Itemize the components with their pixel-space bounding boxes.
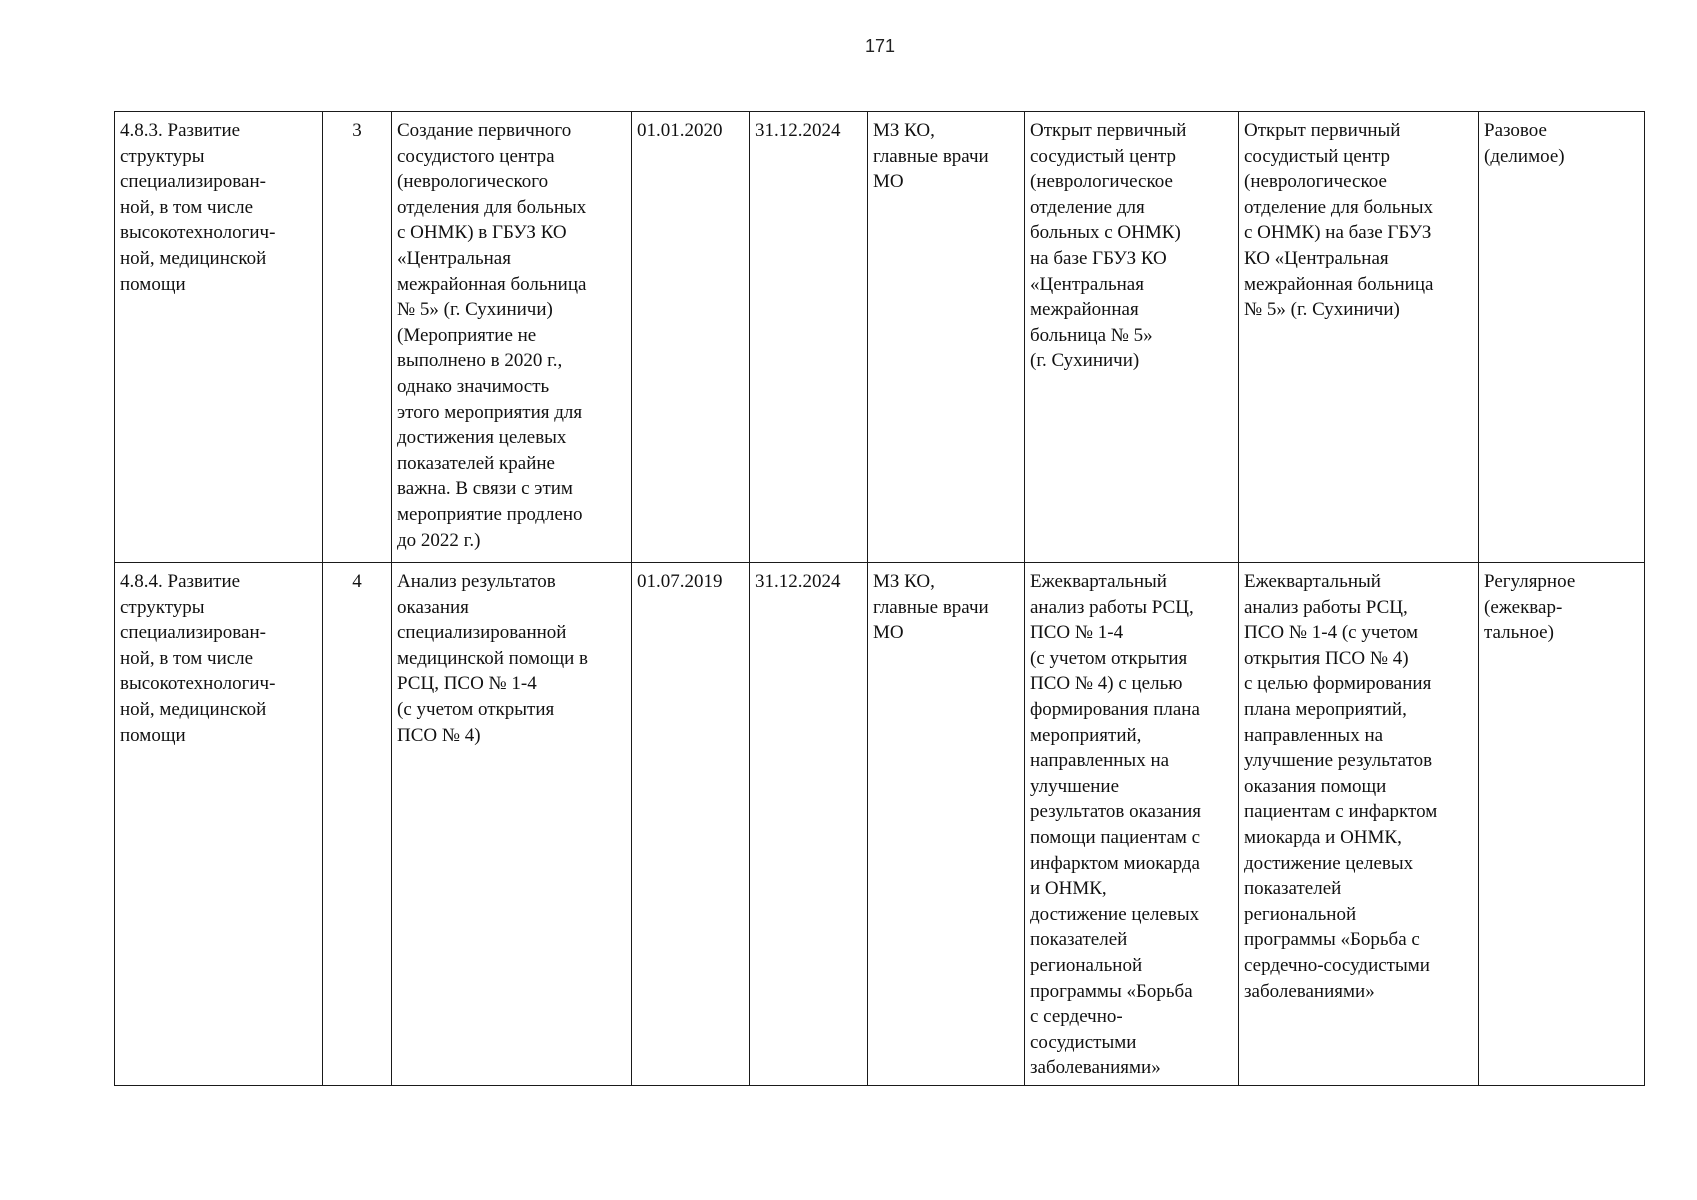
type-cell: Разовое (делимое): [1479, 112, 1645, 563]
result-cell: Открыт первичный сосудистый центр (неврологическое отделение для больных с ОНМК) на базе ГБУЗ КО «Центральная межрайонная больница № 5» (г. Сухиничи): [1025, 112, 1239, 563]
activity-cell: Анализ результатов оказания специализированной медицинской помощи в РСЦ, ПСО № 1-4 (с учетом открытия ПСО № 4): [392, 563, 632, 1086]
start-date-cell: 01.07.2019: [632, 563, 750, 1086]
type-cell: Регулярное (ежеквар- тальное): [1479, 563, 1645, 1086]
indicator-cell: Ежеквартальный анализ работы РСЦ, ПСО № 1-4 (с учетом открытия ПСО № 4) с целью формирования плана мероприятий, направленных на улучшение результатов оказания помощи пациентам с инфарктом миокарда и ОНМК, достижение целевых показателей региональной программы «Борьба с сердечно-сосудистыми заболеваниями»: [1239, 563, 1479, 1086]
result-cell: Ежеквартальный анализ работы РСЦ, ПСО № 1-4 (с учетом открытия ПСО № 4) с целью формирования плана мероприятий, направленных на улучшение результатов оказания помощи пациентам с инфарктом миокарда и ОНМК, достижение целевых показателей региональной программы «Борьба с сердечно- сосудистыми заболеваниями»: [1025, 563, 1239, 1086]
start-date-cell: 01.01.2020: [632, 112, 750, 563]
activity-table: [114, 111, 1645, 1086]
number-cell: 4: [323, 563, 392, 1086]
responsible-cell: МЗ КО, главные врачи МО: [868, 112, 1025, 563]
section-cell: 4.8.3. Развитие структуры специализирован- ной, в том числе высокотехнологич- ной, медицинской помощи: [115, 112, 323, 563]
table-row: [115, 563, 1645, 1086]
number-cell: 3: [323, 112, 392, 563]
end-date-cell: 31.12.2024: [750, 563, 868, 1086]
responsible-cell: МЗ КО, главные врачи МО: [868, 563, 1025, 1086]
activity-cell: Создание первичного сосудистого центра (неврологического отделения для больных с ОНМК) в ГБУЗ КО «Центральная межрайонная больница № 5» (г. Сухиничи) (Мероприятие не выполнено в 2020 г., однако значимость этого мероприятия для достижения целевых показателей крайне важна. В связи с этим мероприятие продлено до 2022 г.): [392, 112, 632, 563]
end-date-cell: 31.12.2024: [750, 112, 868, 563]
section-cell: 4.8.4. Развитие структуры специализирован- ной, в том числе высокотехнологич- ной, медицинской помощи: [115, 563, 323, 1086]
page-number: 171: [864, 36, 896, 56]
indicator-cell: Открыт первичный сосудистый центр (неврологическое отделение для больных с ОНМК) на базе ГБУЗ КО «Центральная межрайонная больница № 5» (г. Сухиничи): [1239, 112, 1479, 563]
table-row: [115, 112, 1645, 563]
